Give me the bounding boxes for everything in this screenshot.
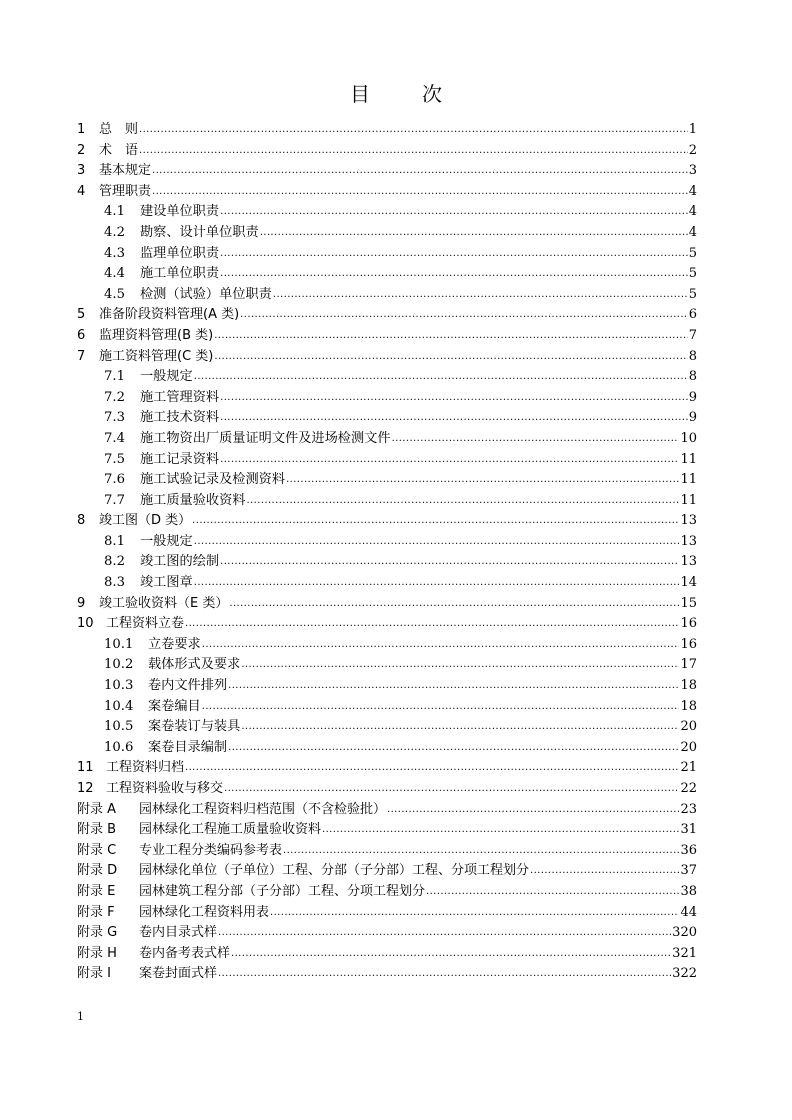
toc-entry-title: 准备阶段资料管理(A 类) — [99, 307, 240, 323]
toc-entry-title: 园林绿化工程资料用表 — [139, 904, 270, 920]
toc-entry-title: 卷内目录式样 — [139, 925, 218, 941]
toc-entry-number: 附录 E — [77, 883, 116, 899]
toc-entry[interactable] — [77, 118, 697, 139]
toc-entry-number: 附录 G — [77, 925, 118, 941]
toc-entry-page: 23 — [680, 801, 697, 817]
toc-dot-leader — [214, 348, 687, 363]
toc-entry[interactable] — [77, 221, 697, 242]
toc-dot-leader — [241, 656, 679, 671]
toc-entry-title: 案卷装订与装具 — [148, 719, 241, 735]
toc-entry-title: 立卷要求 — [148, 636, 201, 652]
toc-dot-leader — [202, 636, 680, 651]
toc-entry-page: 15 — [680, 595, 697, 611]
toc-entry-title: 施工单位职责 — [140, 266, 220, 282]
toc-dot-leader — [322, 821, 679, 836]
toc-entry[interactable] — [77, 612, 697, 633]
toc-entry-title: 施工质量验收资料 — [140, 492, 246, 508]
toc-entry[interactable] — [77, 345, 697, 366]
toc-dot-leader — [152, 183, 688, 198]
toc-entry[interactable] — [77, 798, 697, 819]
toc-entry-title: 工程资料验收与移交 — [106, 781, 224, 796]
toc-entry-title: 卷内备考表式样 — [139, 945, 231, 961]
toc-entry-number: 4.4 — [104, 266, 125, 282]
toc-entry[interactable] — [77, 695, 697, 716]
toc-entry[interactable] — [77, 777, 697, 798]
toc-entry-number: 10.1 — [104, 636, 134, 652]
toc-entry-title: 竣工验收资料（E 类） — [99, 595, 229, 611]
toc-dot-leader — [286, 471, 679, 486]
toc-entry-number: 10.6 — [104, 739, 134, 755]
toc-entry-number: 4 — [77, 183, 86, 199]
toc-dot-leader — [214, 327, 688, 342]
toc-entry[interactable] — [77, 921, 697, 942]
toc-entry[interactable] — [77, 859, 697, 880]
toc-entry-number: 10.5 — [104, 719, 134, 735]
toc-entry-page: 8 — [688, 369, 697, 385]
toc-entry-number: 7.1 — [104, 369, 125, 385]
toc-dot-leader — [185, 615, 679, 630]
toc-entry-page: 37 — [680, 863, 697, 879]
toc-entry-title: 案卷编目 — [148, 698, 201, 714]
toc-entry-page: 14 — [680, 575, 697, 591]
toc-dot-leader — [283, 842, 679, 857]
toc-entry[interactable] — [77, 200, 697, 221]
toc-entry-number: 附录 A — [77, 801, 117, 817]
toc-entry-title: 施工技术资料 — [140, 410, 220, 426]
toc-entry-page: 38 — [680, 883, 697, 899]
toc-dot-leader — [241, 718, 679, 733]
toc-dot-leader — [273, 286, 688, 301]
toc-entry-page: 321 — [672, 945, 697, 961]
toc-entry-title: 工程资料归档 — [106, 760, 185, 776]
toc-entry-page: 13 — [680, 513, 697, 529]
toc-entry-number: 11 — [77, 760, 94, 776]
toc-entry-number: 7.7 — [104, 492, 125, 508]
toc-entry-number: 7.4 — [104, 430, 125, 446]
toc-entry-number: 4.1 — [104, 204, 125, 220]
toc-entry-page: 16 — [680, 636, 697, 652]
toc-entry-number: 10 — [77, 616, 94, 632]
toc-entry-number: 附录 H — [77, 945, 117, 961]
toc-dot-leader — [152, 162, 688, 177]
toc-entry-page: 9 — [688, 389, 697, 405]
toc-entry-number: 附录 C — [77, 842, 117, 858]
toc-entry-title: 管理职责 — [99, 183, 152, 199]
toc-dot-leader — [194, 533, 680, 548]
toc-entry-page: 18 — [680, 698, 697, 714]
toc-entry[interactable] — [77, 180, 697, 201]
toc-dot-leader — [392, 430, 680, 445]
toc-entry-page: 6 — [688, 307, 697, 323]
toc-entry-title: 园林绿化工程施工质量验收资料 — [139, 822, 322, 838]
toc-entry-page: 31 — [680, 822, 697, 838]
toc-entry-title: 园林绿化工程资料归档范围（不含检验批） — [139, 801, 387, 817]
toc-entry-number: 4.5 — [104, 286, 125, 302]
toc-entry-number: 3 — [77, 163, 86, 179]
toc-dot-leader — [387, 801, 679, 816]
toc-entry-title: 施工管理资料 — [140, 389, 220, 405]
toc-entry[interactable] — [77, 839, 697, 860]
toc-entry-page: 11 — [680, 472, 697, 488]
toc-entry[interactable] — [77, 365, 697, 386]
toc-entry-number: 7.3 — [104, 410, 125, 426]
page-number: 1 — [77, 1010, 84, 1023]
toc-entry-page: 16 — [680, 616, 697, 632]
toc-entry-title: 竣工图的绘制 — [140, 554, 220, 570]
toc-entry-number: 6 — [77, 327, 86, 343]
toc-dot-leader — [220, 265, 688, 280]
toc-entry-number: 附录 D — [77, 863, 118, 879]
toc-entry-number: 8.2 — [104, 554, 125, 570]
toc-entry-title: 施工资料管理(C 类) — [99, 348, 214, 364]
toc-entry-page: 13 — [680, 533, 697, 549]
toc-dot-leader — [240, 306, 688, 321]
toc-entry-number: 附录 B — [77, 822, 117, 838]
toc-entry[interactable] — [77, 592, 697, 613]
toc-entry-page: 7 — [688, 327, 697, 343]
toc-entry-title: 卷内文件排列 — [148, 678, 228, 694]
toc-entry-number: 12 — [77, 781, 94, 796]
toc-entry-number: 4.3 — [104, 245, 125, 261]
toc-entry[interactable] — [77, 674, 697, 695]
toc-entry-number: 7.6 — [104, 472, 125, 488]
toc-entry-page: 4 — [688, 183, 697, 199]
toc-entry-page: 21 — [680, 760, 697, 776]
toc-dot-leader — [220, 203, 688, 218]
toc-entry-title: 建设单位职责 — [140, 204, 220, 220]
toc-entry-number: 附录 I — [77, 966, 111, 982]
toc-dot-leader — [228, 739, 679, 754]
toc-entry-page: 36 — [680, 842, 697, 858]
toc-entry-number: 9 — [77, 595, 86, 611]
toc-entry[interactable] — [77, 139, 697, 160]
toc-entry[interactable] — [77, 715, 697, 736]
toc-entry-number: 8.1 — [104, 533, 125, 549]
toc-dot-leader — [220, 245, 688, 260]
toc-dot-leader — [220, 451, 679, 466]
toc-dot-leader — [228, 677, 679, 692]
toc-entry-page: 4 — [688, 224, 697, 240]
toc-dot-leader — [270, 904, 679, 919]
toc-entry-page: 20 — [680, 719, 697, 735]
table-of-contents — [77, 118, 697, 983]
toc-entry-number: 5 — [77, 307, 86, 323]
toc-entry-title: 施工物资出厂质量证明文件及进场检测文件 — [140, 430, 391, 446]
toc-entry[interactable] — [77, 550, 697, 571]
toc-entry[interactable] — [77, 736, 697, 757]
toc-entry-number: 2 — [77, 142, 86, 158]
toc-entry-page: 322 — [672, 966, 697, 982]
toc-entry-page: 11 — [680, 451, 697, 467]
toc-entry-page: 13 — [680, 554, 697, 570]
toc-entry-title: 监理资料管理(B 类) — [99, 327, 214, 343]
toc-entry[interactable] — [77, 262, 697, 283]
toc-entry[interactable] — [77, 880, 697, 901]
toc-entry-title: 载体形式及要求 — [148, 657, 241, 673]
toc-dot-leader — [192, 512, 679, 527]
toc-entry-number: 7.5 — [104, 451, 125, 467]
toc-entry-title: 工程资料立卷 — [106, 616, 185, 632]
toc-entry-title: 一般规定 — [140, 533, 193, 549]
toc-dot-leader — [185, 759, 679, 774]
toc-entry-title: 术 语 — [99, 142, 139, 158]
toc-entry-title: 总 则 — [99, 122, 139, 137]
toc-entry[interactable] — [77, 406, 697, 427]
toc-entry[interactable] — [77, 427, 697, 448]
toc-entry-number: 10.4 — [104, 698, 134, 714]
toc-entry[interactable] — [77, 571, 697, 592]
toc-entry-number: 附录 F — [77, 904, 115, 920]
toc-entry-number: 10.2 — [104, 657, 134, 673]
toc-entry-title: 案卷目录编制 — [148, 739, 228, 755]
toc-entry[interactable] — [77, 509, 697, 530]
toc-dot-leader — [530, 862, 679, 877]
toc-entry[interactable] — [77, 653, 697, 674]
toc-entry-number: 4.2 — [104, 224, 125, 240]
toc-dot-leader — [139, 142, 688, 157]
toc-entry-title: 施工试验记录及检测资料 — [140, 472, 286, 488]
toc-entry-number: 10.3 — [104, 678, 134, 694]
toc-entry-page: 22 — [680, 781, 697, 796]
toc-entry-title: 检测（试验）单位职责 — [140, 286, 272, 302]
toc-entry-page: 17 — [680, 657, 697, 673]
toc-entry-title: 竣工图（D 类） — [99, 513, 192, 529]
toc-dot-leader — [260, 224, 688, 239]
toc-entry[interactable] — [77, 962, 697, 983]
page-title: 目 次 — [350, 82, 458, 106]
toc-entry-title: 勘察、设计单位职责 — [140, 224, 259, 240]
toc-entry-title: 监理单位职责 — [140, 245, 220, 261]
toc-entry-page: 2 — [688, 142, 697, 158]
toc-entry-number: 7 — [77, 348, 86, 364]
toc-entry-number: 8.3 — [104, 575, 125, 591]
toc-entry[interactable] — [77, 489, 697, 510]
toc-entry-title: 案卷封面式样 — [139, 966, 218, 982]
toc-dot-leader — [194, 574, 680, 589]
toc-entry[interactable] — [77, 303, 697, 324]
toc-entry-title: 基本规定 — [99, 163, 152, 179]
toc-dot-leader — [426, 883, 679, 898]
toc-entry-page: 9 — [688, 410, 697, 426]
toc-dot-leader — [218, 924, 671, 939]
toc-dot-leader — [220, 389, 688, 404]
toc-dot-leader — [247, 492, 680, 507]
toc-entry-page: 3 — [688, 163, 697, 179]
toc-entry-title: 园林建筑工程分部（子分部）工程、分项工程划分 — [139, 883, 426, 899]
toc-entry-page: 20 — [680, 739, 697, 755]
toc-entry-title: 专业工程分类编码参考表 — [139, 842, 283, 858]
toc-entry-page: 10 — [680, 430, 697, 446]
toc-dot-leader — [194, 368, 688, 383]
toc-entry-page: 5 — [688, 286, 697, 302]
toc-entry[interactable] — [77, 756, 697, 777]
toc-entry-page: 320 — [672, 925, 697, 941]
toc-dot-leader — [220, 553, 679, 568]
toc-dot-leader — [218, 965, 671, 980]
toc-entry[interactable] — [77, 942, 697, 963]
toc-dot-leader — [220, 409, 688, 424]
toc-dot-leader — [224, 780, 679, 795]
toc-entry[interactable] — [77, 242, 697, 263]
toc-entry-page: 5 — [688, 245, 697, 261]
toc-entry-page: 44 — [680, 904, 697, 920]
toc-dot-leader — [229, 595, 679, 610]
toc-dot-leader — [202, 698, 680, 713]
toc-entry[interactable] — [77, 901, 697, 922]
toc-entry-page: 8 — [688, 348, 697, 364]
toc-entry-title: 施工记录资料 — [140, 451, 220, 467]
toc-entry-number: 1 — [77, 122, 86, 137]
toc-entry[interactable] — [77, 818, 697, 839]
toc-entry-number: 8 — [77, 513, 86, 529]
toc-entry-page: 18 — [680, 678, 697, 694]
toc-entry[interactable] — [77, 283, 697, 304]
toc-entry-title: 竣工图章 — [140, 575, 193, 591]
toc-entry[interactable] — [77, 324, 697, 345]
toc-entry-page: 1 — [688, 122, 697, 137]
toc-entry-page: 4 — [688, 204, 697, 220]
toc-entry[interactable] — [77, 530, 697, 551]
toc-entry-page: 5 — [688, 266, 697, 282]
toc-dot-leader — [231, 945, 671, 960]
toc-entry-title: 一般规定 — [140, 369, 193, 385]
toc-entry[interactable] — [77, 159, 697, 180]
toc-entry-page: 11 — [680, 492, 697, 508]
toc-entry-number: 7.2 — [104, 389, 125, 405]
toc-entry[interactable] — [77, 633, 697, 654]
toc-entry[interactable] — [77, 448, 697, 469]
toc-entry[interactable] — [77, 468, 697, 489]
toc-entry[interactable] — [77, 386, 697, 407]
toc-entry-title: 园林绿化单位（子单位）工程、分部（子分部）工程、分项工程划分 — [139, 863, 530, 879]
toc-dot-leader — [139, 121, 688, 136]
